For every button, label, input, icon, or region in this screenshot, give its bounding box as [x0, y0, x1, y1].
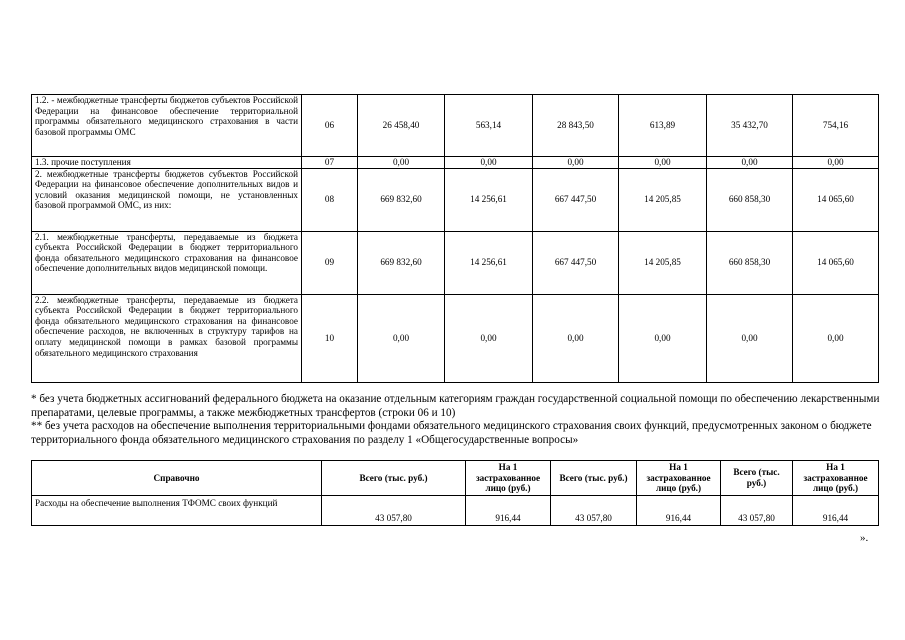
value-cell: 0,00 [619, 294, 707, 382]
value-cell: 660 858,30 [707, 231, 793, 294]
value-cell: 0,00 [707, 157, 793, 169]
row-description: 2.2. межбюджетные трансферты, передаваемые из бюджета субъекта Российской Федерации в бюджет территориального фонда обязательного медицинского страхования на финансовое обеспечение расходов, не включенных в структуру тарифов на оплату медицинской помощи в рамках базовой программы обязательного медицинского страхования [32, 294, 302, 382]
value-cell: 14 256,61 [445, 168, 533, 231]
header-total: Всего (тыс. руб.) [322, 461, 466, 496]
value-cell: 916,44 [637, 496, 721, 526]
value-cell: 669 832,60 [358, 231, 445, 294]
footnotes [31, 393, 886, 448]
table-row [32, 157, 879, 169]
value-cell: 0,00 [793, 157, 879, 169]
table-row [32, 231, 879, 294]
value-cell: 0,00 [707, 294, 793, 382]
header-reference: Справочно [32, 461, 322, 496]
value-cell: 0,00 [619, 157, 707, 169]
value-cell: 660 858,30 [707, 168, 793, 231]
value-cell: 667 447,50 [533, 231, 619, 294]
header-total: Всего (тыс. руб.) [551, 461, 637, 496]
table-row [32, 168, 879, 231]
value-cell: 0,00 [358, 294, 445, 382]
value-cell: 563,14 [445, 95, 533, 157]
value-cell: 43 057,80 [322, 496, 466, 526]
footnote-1: * без учета бюджетных ассигнований федерального бюджета на оказание отдельным категориям граждан государственной социальной помощи по обеспечению лекарственными препаратами, целевые программы, а также межбюджетных трансфертов (строки 06 и 10) [31, 393, 880, 419]
value-cell: 916,44 [466, 496, 551, 526]
row-code: 08 [302, 168, 358, 231]
value-cell: 35 432,70 [707, 95, 793, 157]
row-code: 07 [302, 157, 358, 169]
value-cell: 14 205,85 [619, 231, 707, 294]
header-total: Всего (тыс. руб.) [721, 461, 793, 496]
header-per-insured: На 1 застрахованное лицо (руб.) [793, 461, 879, 496]
value-cell: 14 205,85 [619, 168, 707, 231]
value-cell: 14 065,60 [793, 168, 879, 231]
table-row [32, 95, 879, 157]
row-description: 2.1. межбюджетные трансферты, передаваемые из бюджета субъекта Российской Федерации в бюджет территориального фонда обязательного медицинского страхования на финансовое обеспечение дополнительных видов медицинской помощи. [32, 231, 302, 294]
header-per-insured: На 1 застрахованное лицо (руб.) [637, 461, 721, 496]
value-cell: 0,00 [533, 157, 619, 169]
value-cell: 0,00 [445, 157, 533, 169]
value-cell: 14 065,60 [793, 231, 879, 294]
value-cell: 14 256,61 [445, 231, 533, 294]
closing-quote-mark: ». [860, 532, 869, 544]
value-cell: 0,00 [533, 294, 619, 382]
value-cell: 43 057,80 [721, 496, 793, 526]
value-cell: 0,00 [445, 294, 533, 382]
value-cell: 26 458,40 [358, 95, 445, 157]
row-code: 10 [302, 294, 358, 382]
row-code: 09 [302, 231, 358, 294]
value-cell: 667 447,50 [533, 168, 619, 231]
row-description: 1.2. - межбюджетные трансферты бюджетов субъектов Российской Федерации на финансовое обеспечение территориальной программы обязательного медицинского страхования в части базовой программы ОМС [32, 95, 302, 157]
value-cell: 0,00 [358, 157, 445, 169]
footnote-2: ** без учета расходов на обеспечение выполнения территориальными фондами обязательного медицинского страхования своих функций, предусмотренных законом о бюджете территориального фонда обязательного медицинского страхования по разделу 1 «Общегосударственные вопросы» [31, 420, 872, 447]
funding-table [31, 94, 879, 383]
value-cell: 754,16 [793, 95, 879, 157]
value-cell: 613,89 [619, 95, 707, 157]
table-row [32, 294, 879, 382]
value-cell: 28 843,50 [533, 95, 619, 157]
value-cell: 43 057,80 [551, 496, 637, 526]
row-code: 06 [302, 95, 358, 157]
header-per-insured: На 1 застрахованное лицо (руб.) [466, 461, 551, 496]
row-description: Расходы на обеспечение выполнения ТФОМС своих функций [32, 496, 322, 526]
table-row [32, 496, 879, 526]
row-description: 2. межбюджетные трансферты бюджетов субъектов Российской Федерации на финансовое обеспечение дополнительных видов и условий оказания медицинской помощи, не установленных базовой программой ОМС, из них: [32, 168, 302, 231]
table-header-row [32, 461, 879, 496]
value-cell: 669 832,60 [358, 168, 445, 231]
value-cell: 0,00 [793, 294, 879, 382]
row-description: 1.3. прочие поступления [32, 157, 302, 169]
reference-table [31, 460, 879, 526]
value-cell: 916,44 [793, 496, 879, 526]
